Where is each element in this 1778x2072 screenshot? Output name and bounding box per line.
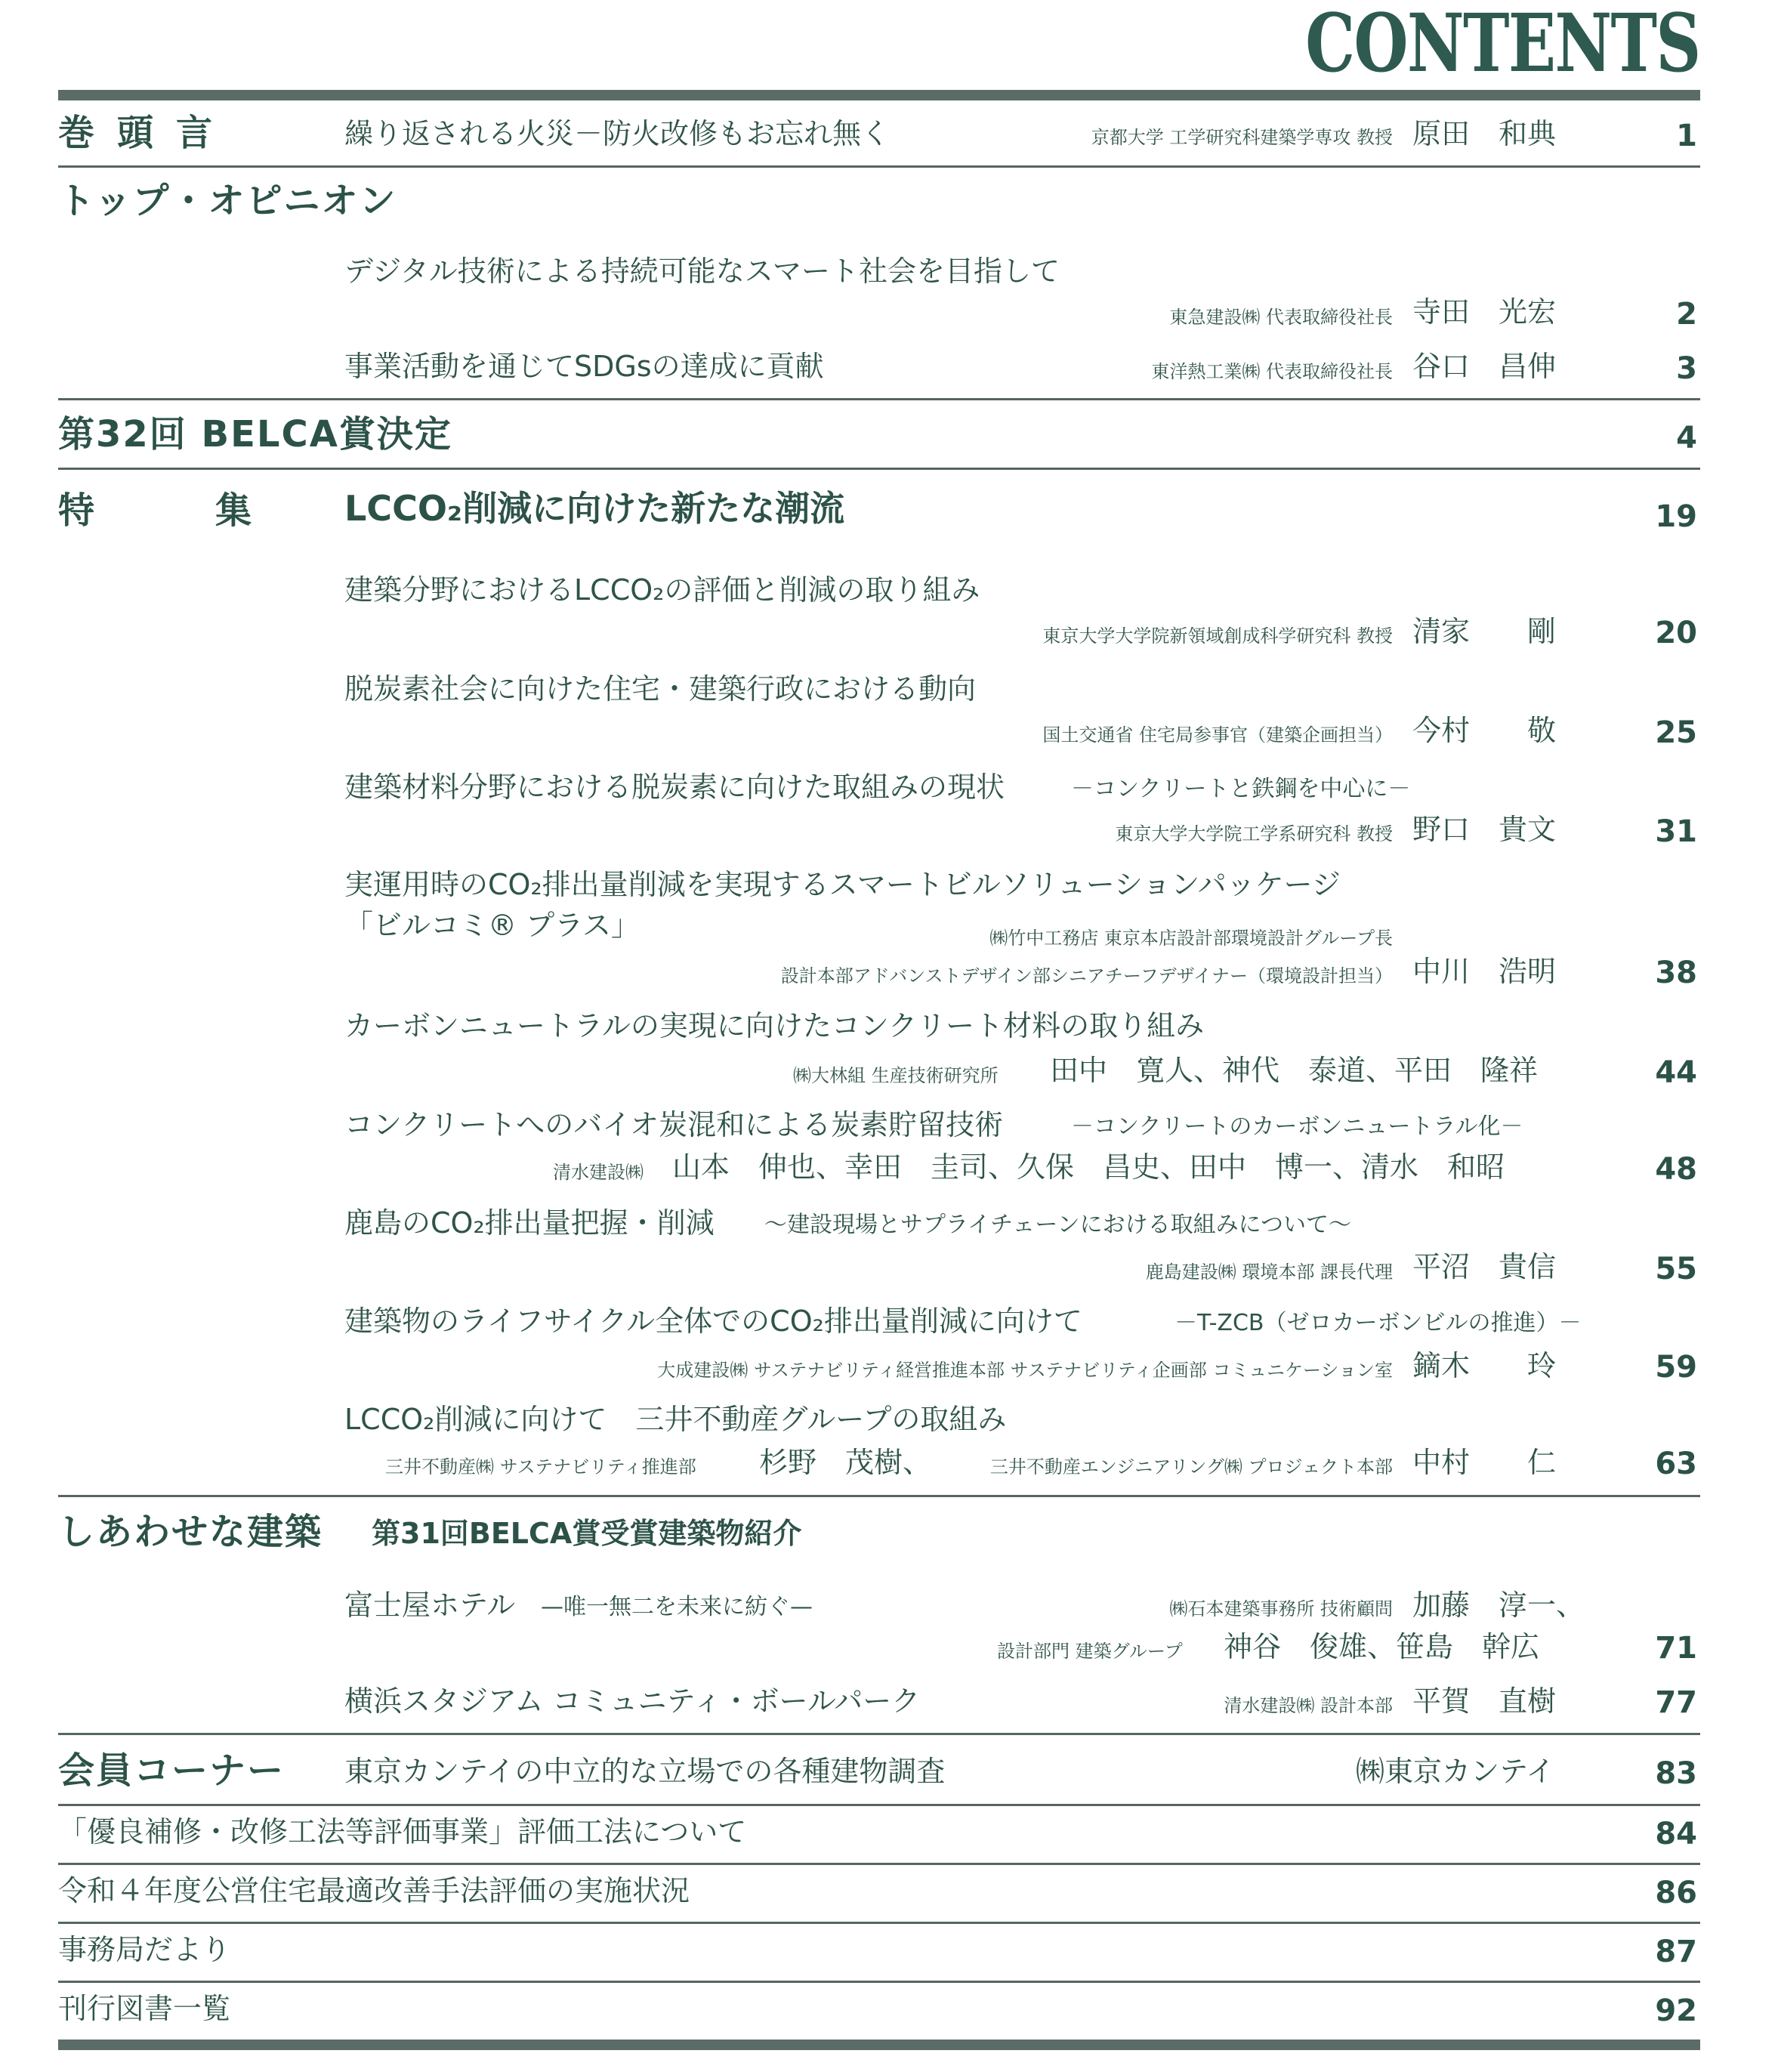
opinion-2-title[interactable]: 事業活動を通じてSDGsの達成に貢献 [344, 350, 824, 383]
opinion-1-page[interactable]: 2 [1676, 297, 1697, 332]
opinion-2-author: 谷口 昌伸 [1412, 350, 1557, 383]
other-item-title[interactable]: 事務局だより [58, 1933, 231, 1966]
happy-item-affiliation: 清水建設㈱ 設計本部 [1224, 1695, 1393, 1716]
feature-item-page[interactable]: 55 [1655, 1252, 1697, 1286]
feature-item-page[interactable]: 44 [1655, 1055, 1697, 1090]
happy-item-author-2: 神谷 俊雄、笹島 幹広 [1224, 1630, 1540, 1663]
feature-item-title[interactable]: 建築分野におけるLCCO₂の評価と削減の取り組み [344, 573, 980, 607]
happy-item-affiliation: ㈱石本建築事務所 技術顧問 [1169, 1598, 1393, 1620]
feature-item-page[interactable]: 38 [1655, 956, 1697, 990]
member-corner-title[interactable]: 東京カンテイの中立的な立場での各種建物調査 [344, 1755, 946, 1788]
divider [58, 1922, 1700, 1924]
feature-item-subtitle: －コンクリートと鉄鋼を中心に－ [1071, 776, 1411, 802]
feature-item-author: 清家 剛 [1412, 615, 1557, 648]
belca-award-page[interactable]: 4 [1676, 421, 1697, 455]
feature-item-affiliation: 三井不動産㈱ サステナビリティ推進部 [385, 1456, 696, 1478]
other-item-title[interactable]: 「優良補修・改修工法等評価事業」評価工法について [58, 1815, 747, 1848]
happy-item-author: 加藤 淳一、 [1412, 1589, 1585, 1622]
feature-label: 特集 [58, 489, 373, 532]
feature-item-page[interactable]: 63 [1655, 1447, 1697, 1481]
foreword-page[interactable]: 1 [1676, 119, 1697, 153]
feature-item-affiliation: 大成建設㈱ サステナビリティ経営推進本部 サステナビリティ企画部 コミュニケーション室 [657, 1360, 1393, 1381]
feature-item-title[interactable]: 脱炭素社会に向けた住宅・建築行政における動向 [344, 672, 977, 706]
foreword-affiliation: 京都大学 工学研究科建築学専攻 教授 [1091, 127, 1393, 148]
divider [58, 1981, 1700, 1983]
foreword-author: 原田 和典 [1412, 117, 1557, 150]
feature-item-author: 山本 伸也、幸田 圭司、久保 昌史、田中 博一、清水 和昭 [672, 1150, 1505, 1184]
member-corner-page[interactable]: 83 [1655, 1756, 1697, 1791]
divider [58, 1863, 1700, 1865]
feature-item-subtitle: －コンクリートのカーボンニュートラル化－ [1071, 1113, 1523, 1140]
feature-item-author: 杉野 茂樹、 [759, 1446, 932, 1479]
feature-item-title[interactable]: LCCO₂削減に向けて 三井不動産グループの取組み [344, 1403, 1007, 1436]
happy-item-author: 平賀 直樹 [1412, 1684, 1557, 1718]
foreword-title[interactable]: 繰り返される火災－防火改修もお忘れ無く [344, 117, 891, 150]
feature-item-page[interactable]: 31 [1655, 814, 1697, 849]
feature-item-title[interactable]: 建築物のライフサイクル全体でのCO₂排出量削減に向けて [344, 1305, 1082, 1338]
other-item-page[interactable]: 86 [1655, 1876, 1697, 1910]
feature-item-page[interactable]: 25 [1655, 715, 1697, 750]
feature-item-author-2: 中村 仁 [1412, 1446, 1557, 1479]
happy-item-page[interactable]: 71 [1655, 1631, 1697, 1666]
opinion-1-author: 寺田 光宏 [1412, 295, 1557, 329]
other-item-page[interactable]: 87 [1655, 1935, 1697, 1969]
divider [58, 165, 1700, 168]
feature-item-page[interactable]: 20 [1655, 616, 1697, 650]
foreword-label: 巻頭言 [58, 112, 236, 154]
divider [58, 1495, 1700, 1497]
feature-item-author: 鏑木 玲 [1412, 1349, 1557, 1382]
contents-title: CONTENTS [1305, 0, 1700, 90]
feature-item-subtitle: ～建設現場とサプライチェーンにおける取組みについて～ [764, 1212, 1351, 1238]
opinion-2-page[interactable]: 3 [1676, 351, 1697, 386]
feature-page[interactable]: 19 [1655, 499, 1697, 534]
feature-item-author: 今村 敬 [1412, 714, 1557, 747]
feature-item-affiliation-line2: 設計本部アドバンストデザイン部シニアチーフデザイナー（環境設計担当） [780, 965, 1393, 987]
divider [58, 468, 1700, 470]
feature-item-affiliation: ㈱大林組 生産技術研究所 [793, 1065, 999, 1086]
feature-item-author: 野口 貴文 [1412, 813, 1557, 846]
bottom-rule [58, 2040, 1700, 2050]
happy-architecture-label: しあわせな建築 [58, 1511, 323, 1553]
member-corner-author: ㈱東京カンテイ [1356, 1755, 1555, 1788]
feature-title[interactable]: LCCO₂削減に向けた新たな潮流 [344, 488, 845, 529]
feature-item-affiliation-2: 三井不動産エンジニアリング㈱ プロジェクト本部 [989, 1456, 1393, 1478]
other-item-page[interactable]: 84 [1655, 1817, 1697, 1851]
top-rule [58, 90, 1700, 100]
feature-item-title[interactable]: 鹿島のCO₂排出量把握・削減 [344, 1206, 715, 1240]
feature-item-affiliation: ㈱竹中工務店 東京本店設計部環境設計グループ長 [989, 928, 1393, 949]
feature-item-title[interactable]: 実運用時のCO₂排出量削減を実現するスマートビルソリューションパッケージ [344, 868, 1341, 901]
other-item-title[interactable]: 令和４年度公営住宅最適改善手法評価の実施状況 [58, 1874, 690, 1907]
feature-item-title[interactable]: カーボンニュートラルの実現に向けたコンクリート材料の取り組み [344, 1009, 1205, 1042]
other-item-title[interactable]: 刊行図書一覧 [58, 1992, 231, 2025]
feature-item-title[interactable]: コンクリートへのバイオ炭混和による炭素貯留技術 [344, 1108, 1004, 1141]
feature-item-affiliation: 東京大学大学院工学系研究科 教授 [1115, 823, 1393, 845]
feature-item-affiliation: 国土交通省 住宅局参事官（建築企画担当） [1042, 724, 1393, 746]
feature-item-title[interactable]: 建築材料分野における脱炭素に向けた取組みの現状 [344, 770, 1005, 804]
feature-item-page[interactable]: 59 [1655, 1350, 1697, 1385]
feature-item-author: 平沼 貴信 [1412, 1250, 1557, 1283]
feature-item-author: 中川 浩明 [1412, 955, 1557, 988]
happy-item-affiliation-2: 設計部門 建築グループ [997, 1641, 1183, 1662]
feature-item-affiliation: 鹿島建設㈱ 環境本部 課長代理 [1145, 1261, 1393, 1283]
feature-item-title-line2[interactable]: 「ビルコミ® プラス」 [344, 909, 640, 942]
feature-item-author: 田中 寛人、神代 泰道、平田 隆祥 [1050, 1054, 1539, 1087]
opinion-2-affiliation: 東洋熱工業㈱ 代表取締役社長 [1151, 361, 1393, 382]
member-corner-label: 会員コーナー [58, 1749, 286, 1792]
feature-item-affiliation: 清水建設㈱ [553, 1162, 644, 1183]
opinion-1-affiliation: 東急建設㈱ 代表取締役社長 [1169, 307, 1393, 328]
happy-item-page[interactable]: 77 [1655, 1685, 1697, 1720]
divider [58, 1804, 1700, 1806]
other-item-page[interactable]: 92 [1655, 1993, 1697, 2028]
divider [58, 1733, 1700, 1735]
happy-item-subtitle: —唯一無二を未来に紡ぐ— [541, 1594, 813, 1620]
belca-award-label[interactable]: 第32回 BELCA賞決定 [58, 413, 452, 455]
top-opinion-label: トップ・オピニオン [58, 180, 397, 222]
feature-item-page[interactable]: 48 [1655, 1152, 1697, 1187]
feature-item-subtitle: －T-ZCB（ゼロカーボンビルの推進）－ [1175, 1310, 1582, 1336]
feature-item-affiliation: 東京大学大学院新領域創成科学研究科 教授 [1042, 625, 1393, 647]
happy-item-title[interactable]: 横浜スタジアム コミュニティ・ボールパーク [344, 1684, 921, 1718]
happy-item-title[interactable]: 富士屋ホテル [344, 1589, 516, 1622]
opinion-1-title[interactable]: デジタル技術による持続可能なスマート社会を目指して [344, 255, 1060, 288]
divider [58, 398, 1700, 400]
happy-architecture-subtitle: 第31回BELCA賞受賞建築物紹介 [372, 1517, 802, 1550]
